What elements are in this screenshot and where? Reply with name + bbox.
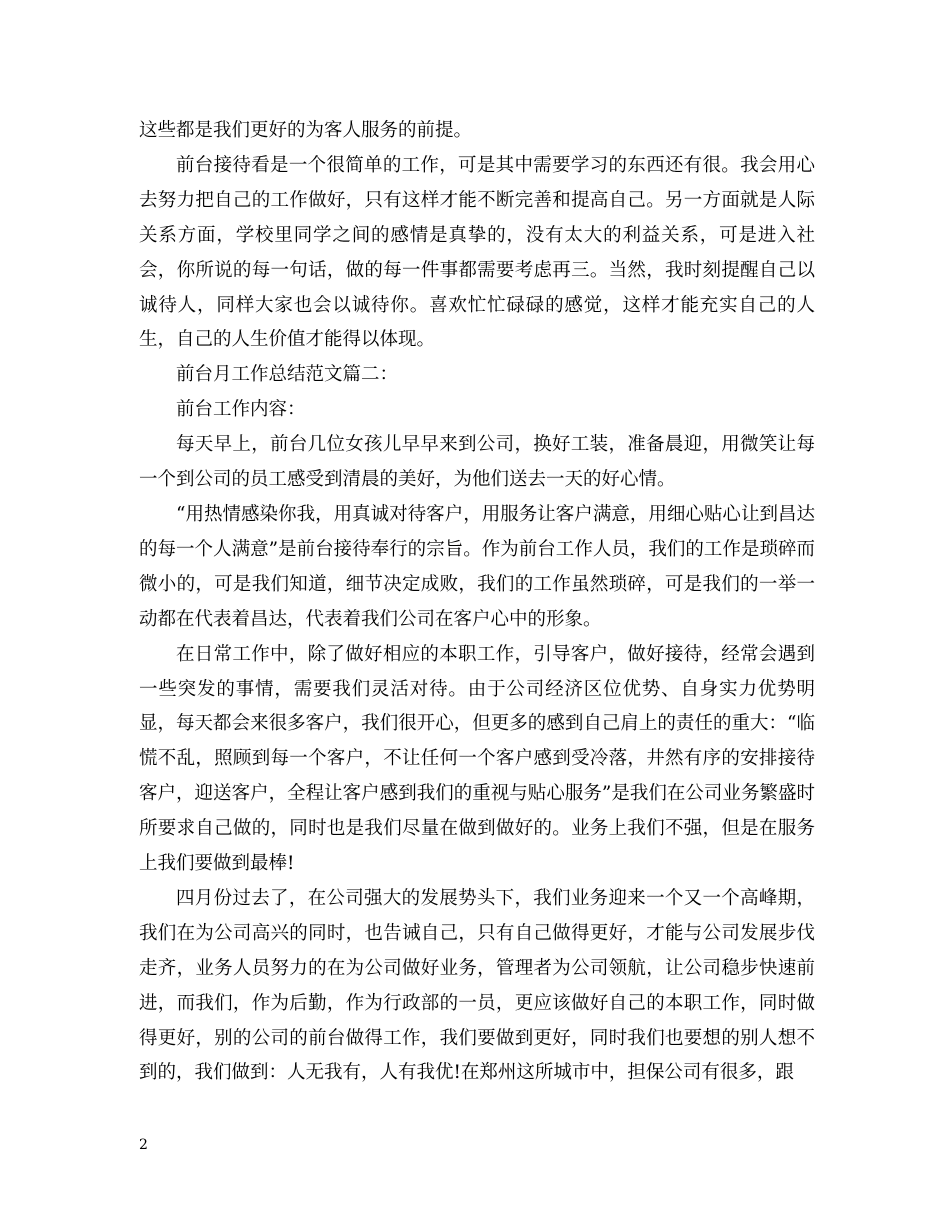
section-heading: 前台月工作总结范文篇二： [176, 364, 399, 386]
subsection-heading: 前台工作内容： [176, 399, 306, 421]
paragraph-1: 这些都是我们更好的为客人服务的前提。 [139, 120, 473, 141]
paragraph-8: 四月份过去了，在公司强大的发展势头下，我们业务迎来一个又一个高峰期，我们在为公司高兴的同时，也告诫自己，只有自己做得更好，才能与公司发展步伐走齐，业务人员努力的在为公司做好业务，管理者为公司领航，让公司稳步快速前进，而我们，作为后勤，作为行政部的一员，更应该做好自己的本职工作，同时做得更好，别的公司的前台做得工作，我们要做到更好，同时我们也要想的别人想不到的，我们做到：人无我有，人有我优!在郑州这所城市中，担保公司有很多，跟 [139, 887, 815, 1084]
paragraph-6: “用热情感染你我，用真诚对待客户，用服务让客户满意，用细心贴心让到昌达的每一个人满意”是前台接待奉行的宗旨。作为前台工作人员，我们的工作是琐碎而微小的，可是我们知道，细节决定成败，我们的工作虽然琐碎，可是我们的一举一动都在代表着昌达，代表着我们公司在客户心中的形象。 [139, 503, 815, 630]
paragraph-7: 在日常工作中，除了做好相应的本职工作，引导客户，做好接待，经常会遇到一些突发的事情，需要我们灵活对待。由于公司经济区位优势、自身实力优势明显，每天都会来很多客户，我们很开心，但更多的感到自己肩上的责任的重大：“临慌不乱，照顾到每一个客户，不让任何一个客户感到受冷落，井然有序的安排接待客户，迎送客户，全程让客户感到我们的重视与贴心服务”是我们在公司业务繁盛时所要求自己做的，同时也是我们尽量在做到做好的。业务上我们不强，但是在服务上我们要做到最棒! [139, 643, 815, 875]
document-body [139, 114, 815, 1091]
paragraph-2: 前台接待看是一个很简单的工作，可是其中需要学习的东西还有很。我会用心去努力把自己的工作做好，只有这样才能不断完善和提高自己。另一方面就是人际关系方面，学校里同学之间的感情是真挚的，没有太大的利益关系，可是进入社会，你所说的每一句话，做的每一件事都需要考虑再三。当然，我时刻提醒自己以诚待人，同样大家也会以诚待你。喜欢忙忙碌碌的感觉，这样才能充实自己的人生，自己的人生价值才能得以体现。 [139, 154, 815, 351]
paragraph-5: 每天早上，前台几位女孩儿早早来到公司，换好工装，准备晨迎，用微笑让每一个到公司的员工感受到清晨的美好，为他们送去一天的好心情。 [139, 434, 815, 491]
page-number: 2 [139, 1137, 148, 1153]
